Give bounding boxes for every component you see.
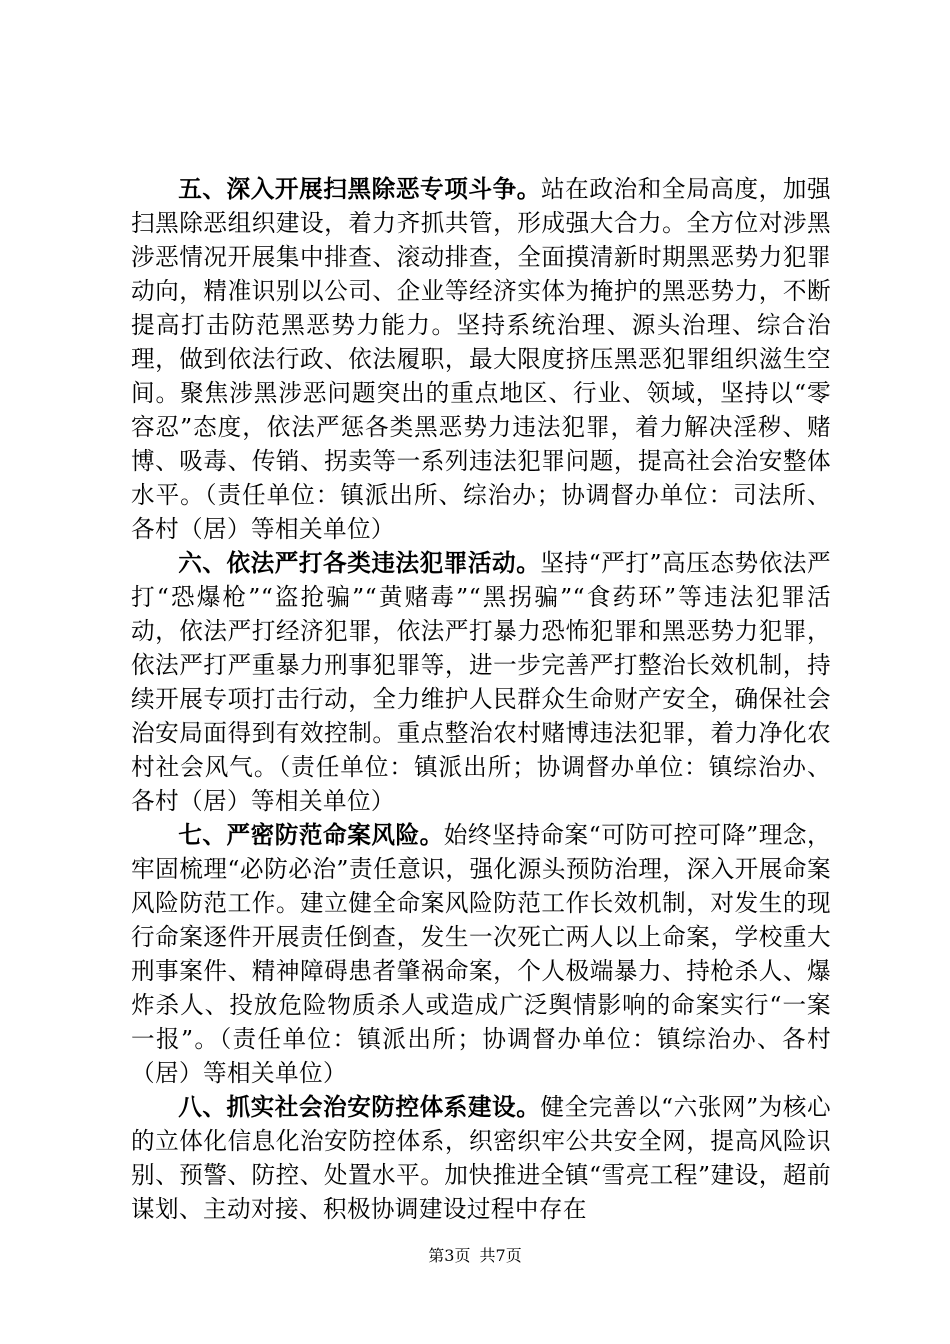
paragraph-section-7 xyxy=(131,818,831,1090)
paragraph-section-6 xyxy=(131,546,831,818)
section-heading: 七、严密防范命案风险。 xyxy=(178,821,444,849)
section-body: 站在政治和全局高度，加强扫黑除恶组织建设，着力齐抓共管，形成强大合力。全方位对涉黑涉恶情况开展集中排查、滚动排查，全面摸清新时期黑恶势力犯罪动向，精准识别以公司、企业等经济实体为掩护的黑恶势力，不断提高打击防范黑恶势力能力。坚持系统治理、源头治理、综合治理，做到依法行政、依法履职，最大限度挤压黑恶犯罪组织滋生空间。聚焦涉黑涉恶问题突出的重点地区、行业、领域，坚持以“零容忍”态度，依法严惩各类黑恶势力违法犯罪，着力解决淫秽、赌博、吸毒、传销、拐卖等一系列违法犯罪问题，提高社会治安整体水平。（责任单位：镇派出所、综治办；协调督办单位：司法所、各村（居）等相关单位） xyxy=(131,175,831,543)
section-heading: 八、抓实社会治安防控体系建设。 xyxy=(178,1093,541,1121)
paragraph-section-5 xyxy=(131,172,831,546)
section-heading: 五、深入开展扫黑除恶专项斗争。 xyxy=(178,175,541,203)
page-number: 第3页 xyxy=(428,1246,471,1265)
section-body: 坚持“严打”高压态势依法严打“恐爆枪”“盗抢骗”“黄赌毒”“黑拐骗”“食药环”等违法犯罪活动，依法严打经济犯罪，依法严打暴力恐怖犯罪和黑恶势力犯罪，依法严打严重暴力刑事犯罪等，进一步完善严打整治长效机制，持续开展专项打击行动，全力维护人民群众生命财产安全，确保社会治安局面得到有效控制。重点整治农村赌博违法犯罪，着力净化农村社会风气。（责任单位：镇派出所；协调督办单位：镇综治办、各村（居）等相关单位） xyxy=(131,549,831,815)
section-body: 始终坚持命案“可防可控可降”理念，牢固梳理“必防必治”责任意识，强化源头预防治理，深入开展命案风险防范工作。建立健全命案风险防范工作长效机制，对发生的现行命案逐件开展责任倒查，发生一次死亡两人以上命案，学校重大刑事案件、精神障碍患者肇祸命案，个人极端暴力、持枪杀人、爆炸杀人、投放危险物质杀人或造成广泛舆情影响的命案实行“一案一报”。（责任单位：镇派出所；协调督办单位：镇综治办、各村（居）等相关单位） xyxy=(131,821,831,1087)
paragraph-section-8 xyxy=(131,1090,831,1226)
section-heading: 六、依法严打各类违法犯罪活动。 xyxy=(178,549,541,577)
document-body xyxy=(131,172,831,1226)
section-body: 健全完善以“六张网”为核心的立体化信息化治安防控体系，织密织牢公共安全网，提高风险识别、预警、防控、处置水平。加快推进全镇“雪亮工程”建设，超前谋划、主动对接、积极协调建设过程中存在 xyxy=(131,1093,831,1223)
page-footer xyxy=(0,1243,950,1266)
page-total: 共7页 xyxy=(479,1246,522,1265)
